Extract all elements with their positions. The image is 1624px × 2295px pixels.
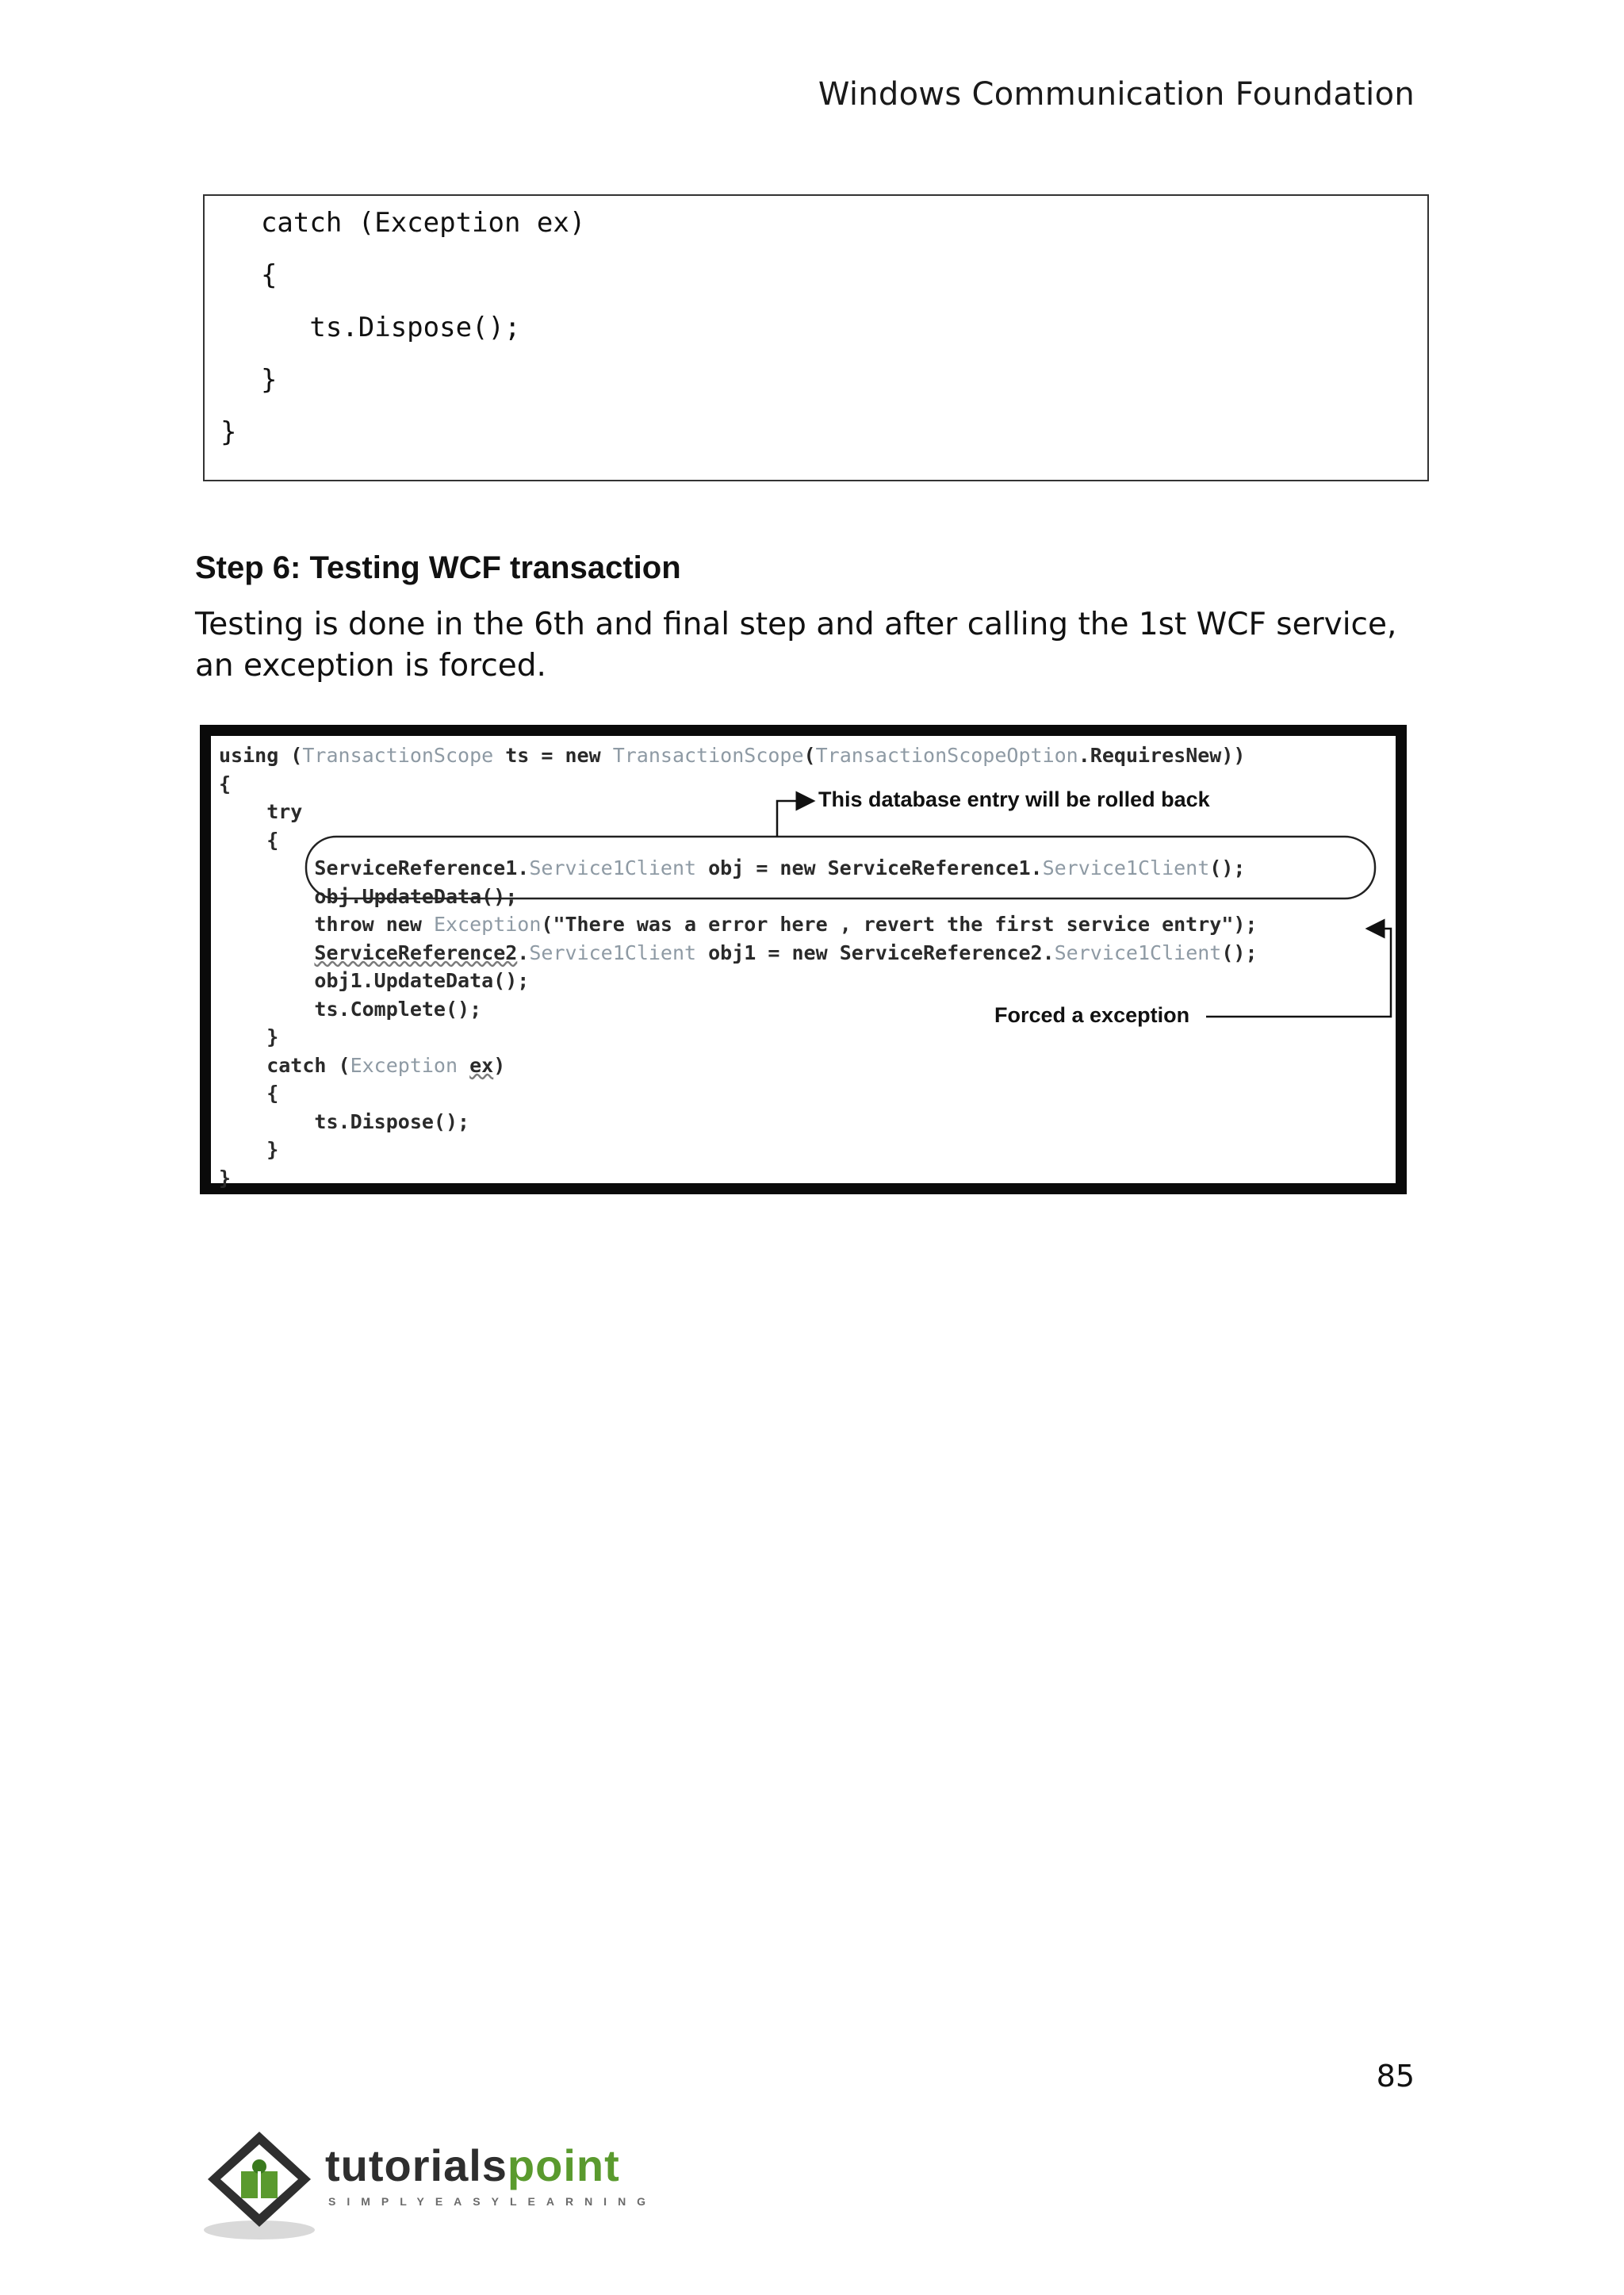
- code-line: }: [228, 364, 278, 396]
- screenshot-code-line: {: [219, 1082, 279, 1105]
- screenshot-code-line: catch (Exception ex): [219, 1053, 506, 1077]
- screenshot-code-line: ServiceReference1.Service1Client obj = new ServiceReference1.Service1Client();: [219, 856, 1246, 879]
- code-screenshot: [200, 725, 1407, 1194]
- screenshot-code-line: using (TransactionScope ts = new TransactionScope(TransactionScopeOption.RequiresNew)): [219, 744, 1246, 767]
- logo-emblem-icon: [200, 2125, 319, 2244]
- code-snippet-box: [203, 194, 1429, 481]
- screenshot-code-line: }: [219, 1025, 279, 1048]
- step-heading: Step 6: Testing WCF transaction: [195, 550, 681, 585]
- code-line: catch (Exception ex): [228, 207, 586, 239]
- document-header-title: Windows Communication Foundation: [818, 76, 1415, 113]
- annotation-overlay: [211, 736, 1396, 1183]
- step-description: Testing is done in the 6th and final step and after calling the 1st WCF service, an exception is forced.: [195, 607, 1397, 684]
- rollback-annotation: This database entry will be rolled back: [818, 787, 1210, 811]
- screenshot-code-line: ts.Complete();: [219, 997, 482, 1021]
- screenshot-code-line: throw new Exception("There was a error here , revert the first service entry");: [219, 913, 1258, 936]
- code-line: ts.Dispose();: [228, 312, 521, 343]
- code-line: }: [220, 416, 237, 448]
- page-number: 85: [1376, 2059, 1415, 2094]
- tutorialspoint-logo: [200, 2125, 657, 2244]
- screenshot-code-line: obj1.UpdateData();: [219, 969, 530, 992]
- screenshot-code-line: }: [219, 1166, 232, 1190]
- forced-exception-arrow: [1206, 929, 1391, 1017]
- screenshot-code-line: {: [219, 772, 232, 795]
- forced-exception-annotation: Forced a exception: [994, 1003, 1190, 1027]
- screenshot-code-line: {: [219, 828, 279, 852]
- highlight-ellipse: [306, 837, 1375, 898]
- screenshot-code-line: ts.Dispose();: [219, 1109, 470, 1133]
- rollback-arrow: [777, 801, 814, 837]
- screenshot-code-line: try: [219, 800, 303, 823]
- logo-tagline: SIMPLYEASYLEARNING: [328, 2195, 657, 2208]
- logo-wordmark: tutorialspoint: [325, 2140, 620, 2190]
- code-line: {: [228, 259, 278, 291]
- screenshot-code-line: }: [219, 1138, 279, 1161]
- screenshot-code-line: obj.UpdateData();: [219, 884, 518, 908]
- screenshot-code-line: ServiceReference2.Service1Client obj1 = new ServiceReference2.Service1Client();: [314, 941, 1258, 964]
